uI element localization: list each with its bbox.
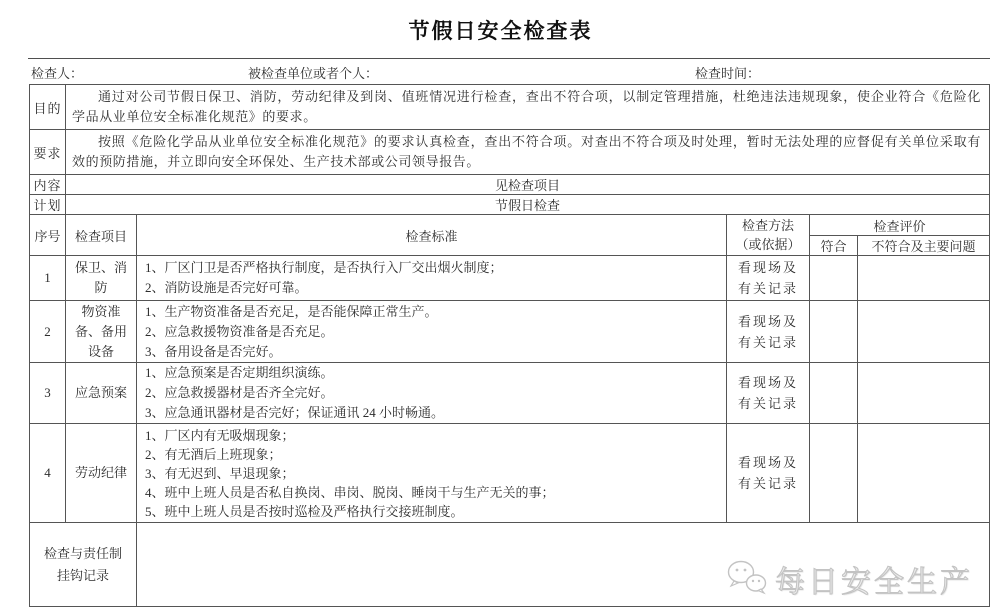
requirement-text-cell — [66, 130, 990, 175]
content-row — [30, 175, 990, 195]
row4-standard-5: 5、班中上班人员是否按时巡检及严格执行交接班制度。 — [145, 503, 464, 519]
row2-index: 2 — [30, 301, 66, 363]
col-header-method-line2: （或依据） — [735, 237, 801, 252]
col-header-standard: 检查标准 — [137, 215, 727, 256]
row3-method: 看现场及有关记录 — [727, 363, 810, 424]
row3-pass-cell — [810, 363, 858, 424]
row2-method: 看现场及有关记录 — [727, 301, 810, 363]
row2-standard-1: 1、生产物资准备是否充足，是否能保障正常生产。 — [145, 303, 438, 319]
header-divider — [28, 58, 990, 59]
row2-standard-3: 3、备用设备是否完好。 — [145, 343, 282, 359]
row4-standard-2: 2、有无酒后上班现象； — [145, 446, 282, 462]
row2-pass-cell — [810, 301, 858, 363]
row4-fail-cell — [858, 424, 990, 523]
row1-pass-cell — [810, 256, 858, 301]
row4-pass-cell — [810, 424, 858, 523]
row3-standard-3: 3、应急通讯器材是否完好；保证通讯 24 小时畅通。 — [145, 405, 445, 420]
checklist-row-1 — [30, 256, 990, 301]
purpose-text-cell — [66, 85, 990, 130]
row1-index: 1 — [30, 256, 66, 301]
row2-item: 物资准备、备用设备 — [66, 301, 137, 363]
col-header-index: 序号 — [30, 215, 66, 256]
content-label-cell: 内容 — [30, 175, 66, 195]
page-title: 节假日安全检查表 — [408, 20, 593, 43]
plan-text-cell: 节假日检查 — [66, 195, 990, 215]
wechat-logo-icon — [726, 559, 768, 599]
row3-item: 应急预案 — [66, 363, 137, 424]
checklist-row-4 — [30, 424, 990, 523]
col-header-item: 检查项目 — [66, 215, 137, 256]
info-row — [0, 63, 1001, 83]
checklist-header-row-top — [30, 215, 990, 236]
row1-standard-1: 1、厂区门卫是否严格执行制度，是否执行入厂交出烟火制度； — [145, 260, 503, 275]
col-header-fail: 不符合及主要问题 — [858, 236, 990, 256]
requirement-label-cell: 要求 — [30, 130, 66, 175]
col-header-evaluation: 检查评价 — [810, 215, 990, 236]
row2-standards — [137, 301, 727, 363]
row1-fail-cell — [858, 256, 990, 301]
row1-item: 保卫、消防 — [66, 256, 137, 301]
row2-standard-2: 2、应急救援物资准备是否充足。 — [145, 323, 334, 339]
purpose-row — [30, 85, 990, 130]
footer-label: 检查与责任制挂钩记录 — [43, 545, 122, 583]
checklist-row-3 — [30, 363, 990, 424]
inspected-unit-label: 被检查单位或者个人： — [248, 66, 379, 81]
col-header-method — [727, 215, 810, 256]
inspection-table — [29, 84, 990, 607]
row4-index: 4 — [30, 424, 66, 523]
row3-standards — [137, 363, 727, 424]
row4-standards — [137, 424, 727, 523]
row4-standard-4: 4、班中上班人员是否私自换岗、串岗、脱岗、睡岗干与生产无关的事； — [145, 484, 555, 500]
watermark-text: 每日安全生产 — [775, 566, 974, 599]
content-text-cell: 见检查项目 — [66, 175, 990, 195]
purpose-label-cell: 目的 — [30, 85, 66, 130]
watermark — [726, 557, 973, 601]
inspection-time-label: 检查时间： — [695, 66, 761, 81]
row1-method: 看现场及有关记录 — [727, 256, 810, 301]
col-header-pass: 符合 — [810, 236, 858, 256]
footer-row — [30, 523, 990, 607]
row4-standard-3: 3、有无迟到、早退现象； — [145, 465, 295, 481]
row2-fail-cell — [858, 301, 990, 363]
row3-standard-2: 2、应急救援器材是否齐全完好。 — [145, 385, 334, 400]
row3-index: 3 — [30, 363, 66, 424]
requirement-text: 按照《危险化学品从业单位安全标准化规范》的要求认真检查，查出不符合项。对查出不符合项及时处理，暂时无法处理的应督促有关单位采取有效的预防措施，并立即向安全环保处、生产技术部或公司领导报告。 — [72, 134, 982, 169]
inspector-label: 检查人： — [31, 66, 84, 81]
footer-label-cell — [30, 523, 137, 607]
requirement-row — [30, 130, 990, 175]
row3-fail-cell — [858, 363, 990, 424]
footer-content-cell — [137, 523, 990, 607]
plan-row — [30, 195, 990, 215]
purpose-text: 通过对公司节假日保卫、消防，劳动纪律及到岗、值班情况进行检查，查出不符合项，以制定管理措施，杜绝违法违规现象，使企业符合《危险化学品从业单位安全标准化规范》的要求。 — [72, 89, 982, 124]
row4-method: 看现场及有关记录 — [727, 424, 810, 523]
row3-standard-1: 1、应急预案是否定期组织演练。 — [145, 365, 334, 380]
row4-item: 劳动纪律 — [66, 424, 137, 523]
col-header-method-line1: 检查方法 — [741, 218, 794, 233]
checklist-row-2 — [30, 301, 990, 363]
plan-label-cell: 计划 — [30, 195, 66, 215]
row1-standards — [137, 256, 727, 301]
row4-standard-1: 1、厂区内有无吸烟现象； — [145, 427, 295, 443]
row1-standard-2: 2、消防设施是否完好可靠。 — [145, 280, 308, 295]
